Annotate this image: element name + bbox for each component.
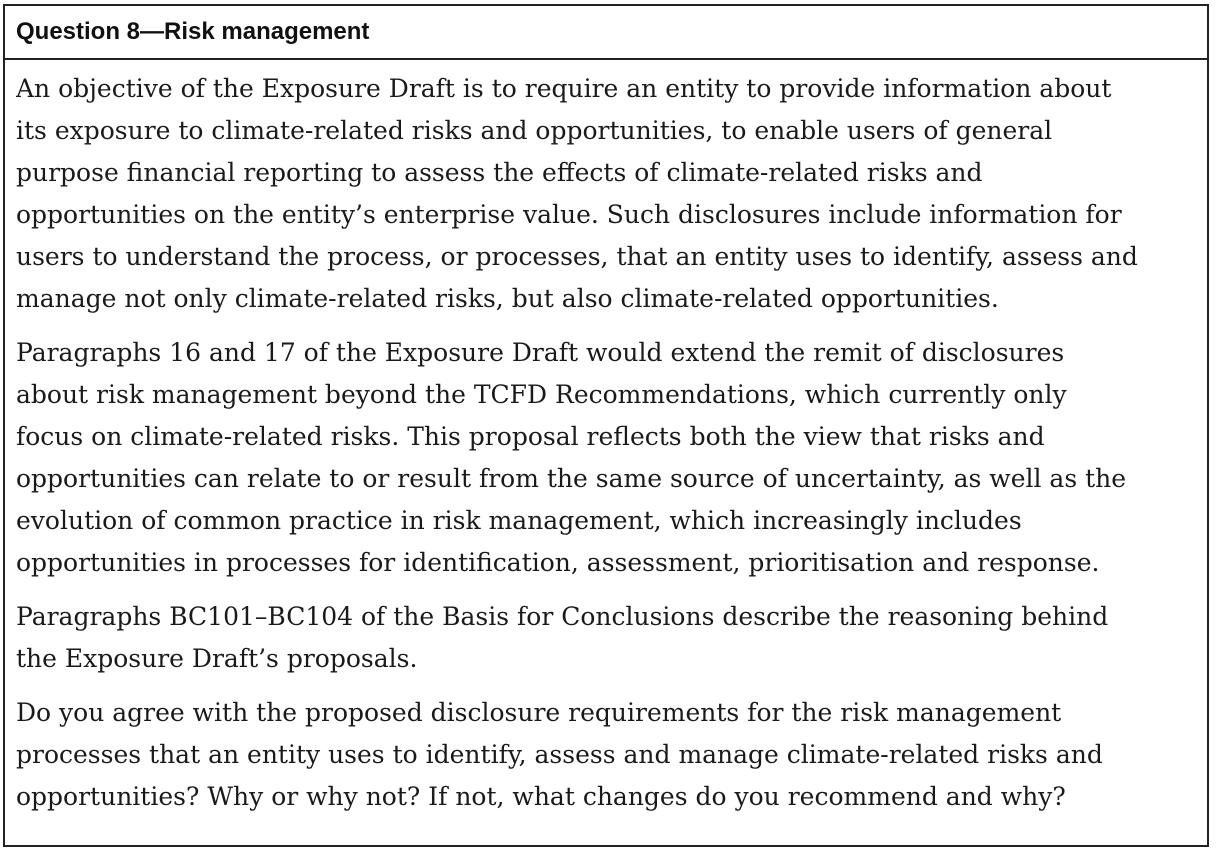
text-line: evolution of common practice in risk management, which increasingly includes — [16, 506, 1022, 535]
text-line: about risk management beyond the TCFD Recommendations, which currently only — [16, 380, 1067, 409]
text-line: opportunities on the entity’s enterprise value. Such disclosures include information for — [16, 200, 1122, 229]
text-line: its exposure to climate-related risks and opportunities, to enable users of general — [16, 116, 1053, 145]
text-line: Paragraphs 16 and 17 of the Exposure Draft would extend the remit of disclosures — [16, 338, 1065, 367]
question-title: Question 8—Risk management — [5, 6, 1207, 60]
text-line: opportunities can relate to or result from the same source of uncertainty, as well as the — [16, 464, 1127, 493]
text-line: users to understand the process, or processes, that an entity uses to identify, assess and — [16, 242, 1138, 271]
text-line: processes that an entity uses to identify, assess and manage climate-related risks and — [16, 740, 1103, 769]
text-line: opportunities in processes for identification, assessment, prioritisation and response. — [16, 548, 1100, 577]
text-line: opportunities? Why or why not? If not, what changes do you recommend and why? — [16, 782, 1066, 811]
text-line: purpose financial reporting to assess the effects of climate-related risks and — [16, 158, 983, 187]
question-box — [3, 4, 1209, 847]
text-line: the Exposure Draft’s proposals. — [16, 644, 418, 673]
question-body — [5, 60, 1207, 818]
text-line: An objective of the Exposure Draft is to require an entity to provide information about — [16, 74, 1112, 103]
text-line: Paragraphs BC101–BC104 of the Basis for Conclusions describe the reasoning behind — [16, 602, 1109, 631]
paragraph-objective — [16, 68, 1199, 320]
text-line: focus on climate-related risks. This proposal reflects both the view that risks and — [16, 422, 1045, 451]
paragraph-question — [16, 692, 1199, 818]
paragraph-basis — [16, 596, 1199, 680]
text-line: Do you agree with the proposed disclosure requirements for the risk management — [16, 698, 1062, 727]
text-line: manage not only climate-related risks, but also climate-related opportunities. — [16, 284, 999, 313]
paragraph-remit — [16, 332, 1199, 584]
